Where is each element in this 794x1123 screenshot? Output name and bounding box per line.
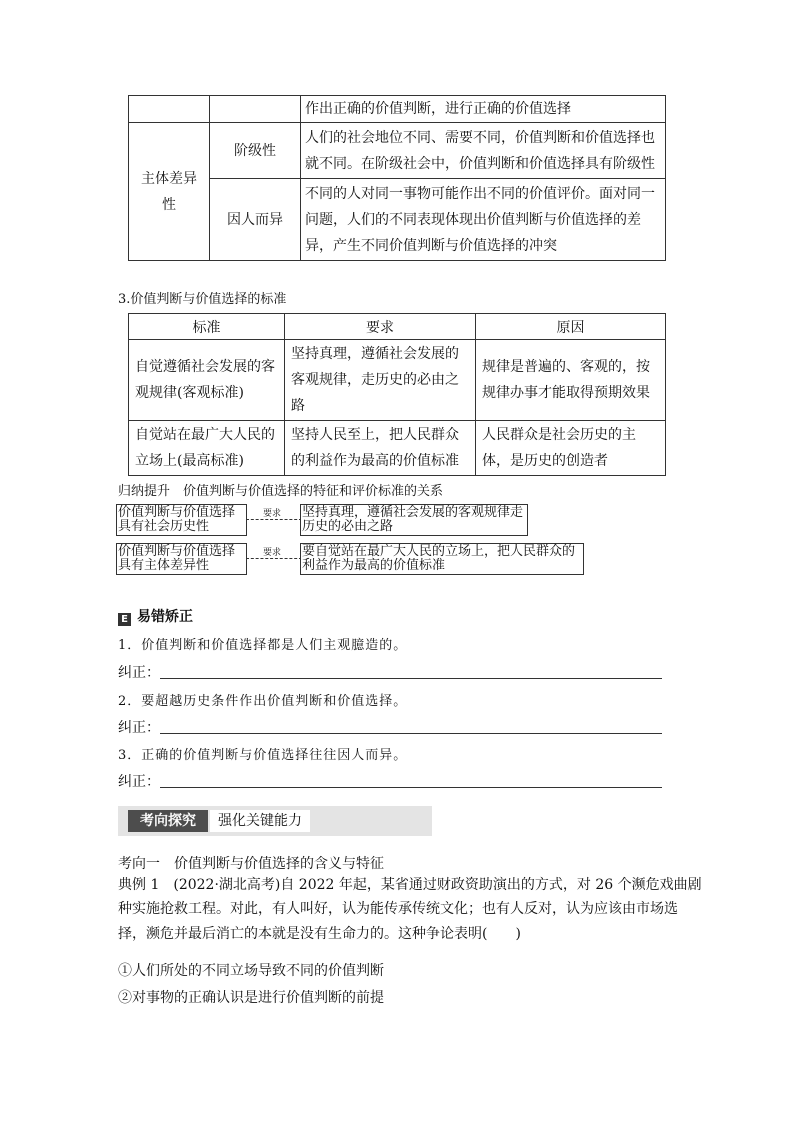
mistake-item: 3．正确的价值判断与价值选择往往因人而异。: [118, 748, 408, 763]
fix-label: 纠正：: [118, 665, 160, 681]
mistakes-heading-text: 易错矫正: [137, 609, 193, 625]
table-cell-text: 不同的人对同一事物可能作出不同的价值评价。面对同一问题，人们的不同表现体现出价值判断与价值选择的差异，产生不同价值判断与价值选择的冲突: [301, 179, 666, 261]
arrow-label: 要求: [263, 548, 282, 558]
table-cell-empty: [129, 96, 210, 123]
error-icon: E: [118, 613, 131, 626]
summary-title: 归纳提升 价值判断与价值选择的特征和评价标准的关系: [118, 484, 444, 499]
right-box-1: 坚持真理，遵循社会发展的客观规律走历史的必由之路: [300, 504, 528, 536]
connector-line: [246, 519, 302, 520]
option-item: ①人们所处的不同立场导致不同的价值判断: [118, 963, 384, 979]
left-box-1: 价值判断与价值选择具有社会历史性: [116, 504, 247, 536]
example-line: 典例 1 (2022·湖北高考)自 2022 年起，某省通过财政资助演出的方式，对 26 个濒危戏曲剧: [118, 877, 702, 893]
table-cell: 坚持真理，遵循社会发展的客观规律，走历史的必由之路: [285, 340, 476, 421]
table-row: [129, 421, 666, 476]
table-cell-text: 人们的社会地位不同、需要不同，价值判断和价值选择也就不同。在阶级社会中，价值判断和价值选择具有阶级性: [301, 123, 666, 179]
arrow-label: 要求: [263, 509, 282, 519]
fix-label: 纠正：: [118, 720, 160, 736]
example-line: 择，濒危并最后消亡的本就是没有生命力的。这种争论表明( ): [118, 926, 521, 942]
mistakes-heading: [118, 606, 193, 626]
right-box-2: 要自觉站在最广大人民的立场上，把人民群众的利益作为最高的价值标准: [300, 543, 584, 575]
mistake-item: 1．价值判断和价值选择都是人们主观臆造的。: [118, 638, 408, 653]
group-label: 主体差异性: [141, 170, 197, 213]
banner-light-label: 强化关键能力: [210, 810, 310, 832]
fix-label: 纠正：: [118, 774, 160, 790]
table-cell: 人民群众是社会历史的主体，是历史的创造者: [476, 421, 666, 476]
connector-line: [246, 558, 302, 559]
row-label-cell: [210, 179, 301, 261]
table-cell: 规律是普遍的、客观的，按规律办事才能取得预期效果: [476, 340, 666, 421]
answer-line[interactable]: [160, 733, 662, 734]
left-box-2: 价值判断与价值选择具有主体差异性: [116, 543, 247, 575]
group-label-cell: [129, 123, 210, 261]
characteristics-table: [128, 95, 666, 261]
row-label: 阶级性: [234, 142, 276, 159]
row-label: 因人而异: [227, 211, 283, 228]
example-line: 种实施抢救工程。对此，有人叫好，认为能传承传统文化；也有人反对，认为应该由市场选: [118, 901, 678, 917]
mistake-item: 2．要超越历史条件作出价值判断和价值选择。: [118, 694, 408, 709]
option-item: ②对事物的正确认识是进行价值判断的前提: [118, 990, 384, 1006]
column-header: 原因: [476, 314, 666, 340]
table-cell: 自觉站在最广大人民的立场上(最高标准): [129, 421, 285, 476]
table-row: [129, 340, 666, 421]
banner-dark-label: 考向探究: [128, 810, 208, 832]
column-header: 要求: [285, 314, 476, 340]
section-title: 3.价值判断与价值选择的标准: [118, 292, 287, 307]
table-cell: 自觉遵循社会发展的客观规律(客观标准): [129, 340, 285, 421]
section-banner: [118, 806, 432, 836]
table-cell: 坚持人民至上，把人民群众的利益作为最高的价值标准: [285, 421, 476, 476]
row-label-cell: [210, 123, 301, 179]
answer-line[interactable]: [160, 787, 662, 788]
answer-line[interactable]: [160, 678, 662, 679]
column-header: 标准: [129, 314, 285, 340]
table-cell-text: 作出正确的价值判断，进行正确的价值选择: [301, 96, 666, 123]
standards-table: [128, 313, 666, 476]
direction-title: 考向一 价值判断与价值选择的含义与特征: [118, 856, 384, 872]
table-cell-empty: [210, 96, 301, 123]
